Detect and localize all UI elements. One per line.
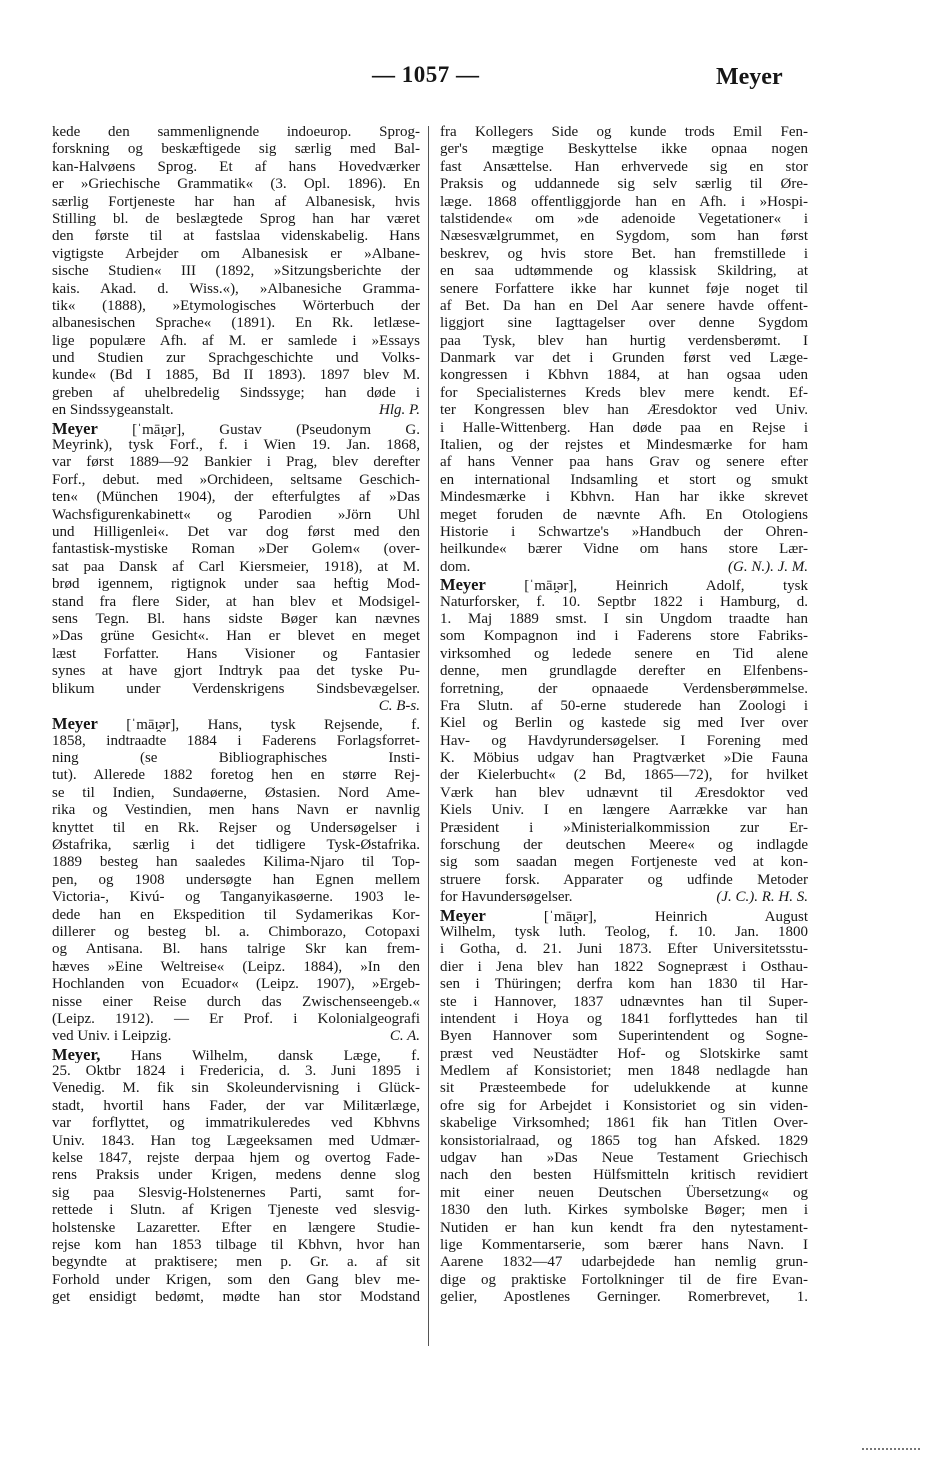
line-text: Fra Slutn. af 50-erne studerede han Zoologi i: [440, 697, 808, 714]
text-line: [52, 976, 420, 993]
text-line: [52, 1080, 420, 1097]
text-line: [440, 1202, 808, 1219]
line-text: Næsesvælgrummet, en Sygdom, som han først: [440, 228, 808, 245]
text-line: [52, 350, 420, 367]
text-line: [440, 994, 808, 1011]
line-text: intendent i Hoya og 1841 forflyttedes han til: [440, 1010, 808, 1027]
line-text: i Gotha, d. 21. Juni 1873. Efter Universitetsstu-: [440, 941, 808, 958]
line-text: 1889 besteg han saaledes Kilima-Njaro til Top-: [52, 854, 420, 871]
line-text: forschung der deutschen Meere« og indlagde: [440, 837, 808, 854]
author-signature: (J. C.). R. H. S.: [716, 889, 808, 906]
text-line: [440, 681, 808, 698]
text-line: [52, 837, 420, 854]
text-line: [52, 820, 420, 837]
line-text: stand fra flere Sider, at han blev et Modsigel-: [52, 593, 420, 610]
text-line: [52, 785, 420, 802]
text-line: [440, 489, 808, 506]
text-line: [52, 802, 420, 819]
line-text: meget foruden de nævnte Afh. En Otologiens: [440, 506, 808, 523]
text-line: [52, 994, 420, 1011]
line-text: und Hilligenlei«. Det var dog først med den: [52, 523, 420, 540]
line-text: en Sindssygeanstalt.: [52, 402, 174, 419]
line-text: sit Præsteembede for udelukkende at kunne: [440, 1080, 808, 1097]
text-line: [440, 628, 808, 645]
line-text: Stilling bl. de beslægtede Sprog han har været: [52, 210, 420, 227]
text-line: [52, 281, 420, 298]
line-text: 1830 den luth. Kirkes symbolske Bøger; men i: [440, 1202, 808, 1219]
text-line: [52, 1115, 420, 1132]
text-line: [440, 959, 808, 976]
line-text: kunde« (Bd I 1885, Bd II 1893). 1897 blev M.: [52, 367, 420, 384]
text-line: [440, 837, 808, 854]
text-line: [440, 350, 808, 367]
text-line: [440, 750, 808, 767]
line-text: dede han en Ekspedition til Sydamerikas Kor-: [52, 906, 420, 923]
line-text: Aarene 1832—47 udarbejdede han nemlig grun-: [440, 1254, 808, 1271]
text-line: [440, 472, 808, 489]
text-line: [52, 767, 420, 784]
text-line: [440, 1028, 808, 1045]
line-text: kede den sammenlignende indoeurop. Sprog-: [52, 124, 420, 140]
line-text: Wachsfigurenkabinett« og Parodien »Jörn Uhl: [52, 506, 420, 523]
line-text: Medlem af Konsistoriet; men 1848 nedlagde han: [440, 1063, 808, 1080]
line-text: greben af uhelbredelig Sindssyge; han døde i: [52, 384, 420, 401]
line-text: beskrev, og hvis store Bet. han fremstillede i: [440, 245, 808, 262]
line-text: 25. Oktbr 1824 i Fredericia, d. 3. Juni 1895 i: [52, 1063, 420, 1080]
line-text: der Kielerbucht« (2 Bd, 1865—72), for hvilket: [440, 767, 808, 784]
line-text: fra Kollegers Side og kunde trods Emil Fen-: [440, 124, 808, 140]
text-line: [440, 698, 808, 715]
text-line: [440, 907, 808, 924]
line-text: se til Indien, Sundaøerne, Østasien. Nord Ame-: [52, 784, 420, 801]
line-text: K. Möbius udgav han Pragtværket »Die Fauna: [440, 750, 808, 767]
text-line: [440, 733, 808, 750]
text-line: [440, 367, 808, 384]
line-text: pen, og 1908 undersøgte han Egnen mellem: [52, 871, 420, 888]
running-head: Meyer: [716, 64, 783, 90]
text-line: [440, 663, 808, 680]
line-text: Præsident i »Ministerialkommission zur Er-: [440, 819, 808, 836]
line-text: og Antisana. Bl. hans talrige Skr kan frem-: [52, 941, 420, 958]
text-line: [52, 907, 420, 924]
text-line: [52, 559, 420, 576]
entry-headword-line: Meyer, Hans Wilhelm, dansk Læge, f.: [52, 1045, 420, 1064]
left-column: [52, 124, 420, 1307]
line-text: præst ved Neustädter Hof- og Slotskirke samt: [440, 1045, 808, 1062]
line-text: konsistorialraad, og 1865 tog han Afsked. 1829: [440, 1132, 808, 1149]
text-line: [440, 454, 808, 471]
line-text: gelier, Apostlenes Gerninger. Romerbrevet, 1.: [440, 1289, 808, 1306]
text-line: [440, 924, 808, 941]
text-line: [52, 924, 420, 941]
line-text: vigtigste Arbejder om Albanesisk er »Albane-: [52, 245, 420, 262]
text-line: [52, 1011, 420, 1028]
text-line: [440, 246, 808, 263]
text-line: [52, 715, 420, 732]
text-line: [440, 176, 808, 193]
text-line: [440, 541, 808, 558]
text-line: [440, 298, 808, 315]
author-signature: (G. N.). J. M.: [728, 558, 808, 575]
line-text: ter Kongressen blev han Æresdoktor ved Univ.: [440, 402, 808, 419]
text-line: [52, 385, 420, 402]
text-line: [52, 1046, 420, 1063]
line-text: en saa udtømmende og klassisk Skildring, at: [440, 263, 808, 280]
author-signature: C. A.: [389, 1028, 420, 1045]
text-line: [440, 646, 808, 663]
line-text: læge. 1868 offentliggjorde han en Afh. i »Hospi-: [440, 193, 808, 210]
text-line: [440, 1080, 808, 1097]
line-text: tik« (1888), »Etymologisches Wörterbuch der: [52, 297, 420, 314]
text-line: [52, 698, 420, 715]
text-line: [440, 1272, 808, 1289]
text-line: [52, 941, 420, 958]
text-line: [52, 228, 420, 245]
line-text: den første til at fastslaa videnskabelig. Hans: [52, 228, 420, 245]
line-text: sische Studien« III (1892, »Sitzungsberichte der: [52, 263, 420, 280]
line-text: paa Tysk, blev han hurtig verdensberømt. I: [440, 332, 808, 349]
text-line: [440, 1150, 808, 1167]
entry-headword-line: Meyer [ˈmāɪ̯ər], Heinrich Adolf, tysk: [440, 576, 808, 594]
text-line: [52, 733, 420, 750]
line-text: kan-Halvøens Sprog. Et af hans Hovedværker: [52, 158, 420, 175]
text-line: [440, 1011, 808, 1028]
line-text: senere Forfattere ikke har kunnet føje noget til: [440, 280, 808, 297]
line-text: sen i Thüringen; derfra kom han 1830 til Har-: [440, 976, 808, 993]
text-line: [440, 941, 808, 958]
text-line: [440, 1167, 808, 1184]
text-line: [440, 802, 808, 819]
text-line: [440, 385, 808, 402]
text-line: [52, 420, 420, 437]
line-text: Nutiden er han kun kendt fra den nytestament-: [440, 1219, 808, 1236]
text-line: [440, 524, 808, 541]
text-line: [440, 611, 808, 628]
line-text: Værk han blev udnævnt til Æresdoktor ved: [440, 784, 808, 801]
line-text: begyndte at praktisere; men p. Gr. a. af sit: [52, 1254, 420, 1271]
line-text: (Leipz. 1912). — Er Prof. i Kolonialgeografi: [52, 1010, 420, 1027]
line-text: »Das grüne Gesicht«. Han er blevet en meget: [52, 628, 420, 645]
text-line: [440, 576, 808, 593]
text-line: [52, 959, 420, 976]
text-line: [52, 211, 420, 228]
text-line: [440, 420, 808, 437]
text-line: [440, 159, 808, 176]
entry-headword-line: Meyer [ˈmāɪ̯ər], Heinrich August: [440, 906, 808, 924]
text-line: [52, 489, 420, 506]
line-text: talstidende« om »de adenoide Vegetationer« i: [440, 210, 808, 227]
line-text: Naturforsker, f. 10. Septbr 1822 i Hamburg, d.: [440, 593, 808, 610]
line-text: fantastisk-mystiske Roman »Der Golem« (over-: [52, 541, 420, 558]
text-line: [440, 1220, 808, 1237]
page-number: — 1057 —: [372, 62, 480, 87]
text-line: [52, 646, 420, 663]
text-line: [52, 1254, 420, 1271]
text-line: [440, 437, 808, 454]
text-line: [52, 124, 420, 141]
text-line: [440, 315, 808, 332]
line-text: struere forsk. Apparater og udfinde Metoder: [440, 871, 808, 888]
line-text: Mindesmærke i Kbhvn. Han har ikke skrevet: [440, 489, 808, 506]
entry-headword-line: Meyer [ˈmāɪ̯ər], Gustav (Pseudonym G.: [52, 419, 420, 438]
line-text: rettede i Slutn. af Krigen Tjeneste ved slesvig-: [52, 1202, 420, 1219]
line-text: holstenske Lazaretter. Efter en længere Studie-: [52, 1219, 420, 1236]
entry-headword-line: Meyer [ˈmāɪ̯ər], Hans, tysk Rejsende, f.: [52, 715, 420, 733]
text-line: [52, 1220, 420, 1237]
text-line: [52, 854, 420, 871]
line-text: knyttet til en Rk. Rejser og Undersøgelser i: [52, 819, 420, 836]
line-text: denne, men grundlagde derefter en Elfenbens-: [440, 663, 808, 680]
line-text: ning (se Bibliographisches Insti-: [52, 750, 420, 767]
text-line: [440, 1185, 808, 1202]
text-line: [52, 1202, 420, 1219]
line-text: rejse kom han 1853 tilbage til Kbhvn, hvor han: [52, 1237, 420, 1253]
line-text: ste i Hannover, 1837 udnævntes han til Super-: [440, 993, 808, 1010]
text-line: [52, 1150, 420, 1167]
line-text: get ensidigt bedømt, mødte han stor Modstand: [52, 1289, 420, 1306]
line-text: Danmark var det i Grunden først ved Læge-: [440, 350, 808, 367]
text-line: [52, 1237, 420, 1254]
text-line: [52, 367, 420, 384]
line-text: ten« (München 1904), der efterfulgtes af »Das: [52, 489, 420, 506]
text-line: [52, 333, 420, 350]
line-text: dom.: [440, 558, 471, 575]
line-text: Forf., debut. med »Orchideen, seltsame Geschich-: [52, 471, 420, 488]
text-line: [52, 1289, 420, 1306]
line-text: Praksis og uddannede sig selv særlig til Øre-: [440, 176, 808, 193]
text-line: [440, 281, 808, 298]
text-line: [440, 820, 808, 837]
line-text: forretning, der opnaaede Verdensberømmelse.: [440, 680, 808, 697]
text-line: [440, 854, 808, 871]
line-text: lige Kommentarserie, som bærer hans Navn. I: [440, 1237, 808, 1253]
text-line: [52, 872, 420, 889]
right-column: [440, 124, 808, 1307]
text-line: [440, 1115, 808, 1132]
line-text: stadt, hvortil hans Fader, der var Militærlæge,: [52, 1097, 420, 1114]
line-text: dier i Jena blev han 1822 Sognepræst i Osthau-: [440, 958, 808, 975]
line-text: som Kompagnon ind i Faderens store Fabriks-: [440, 628, 808, 645]
line-text: albanesischen Sprache« (1891). En Rk. letlæse-: [52, 315, 420, 332]
line-text: sens Tegn. Bl. hans sidste Bøger kan nævnes: [52, 610, 420, 627]
text-line: [440, 594, 808, 611]
line-text: sig paa Slesvig-Holstenernes Parti, samt for-: [52, 1184, 420, 1201]
line-text: tut). Allerede 1882 foretog hen en større Rej-: [52, 767, 420, 784]
author-signature: C. B-s.: [378, 697, 420, 714]
text-line: [440, 889, 808, 906]
scan-mark: [862, 1448, 922, 1450]
line-text: kelse 1847, rejste derpaa hjem og overtog Fade-: [52, 1150, 420, 1167]
line-text: Univ. 1843. Han tog Lægeeksamen med Udmær-: [52, 1132, 420, 1149]
text-line: [52, 176, 420, 193]
line-text: for Havundersøgelser.: [440, 889, 573, 906]
line-text: und Studien zur Sprachgeschichte und Volks-: [52, 350, 420, 367]
line-text: af hans Venner paa hans Grav og senere efter: [440, 454, 808, 471]
line-text: kais. Akad. d. Wiss.«), »Albanesiche Gramma-: [52, 280, 420, 297]
line-text: Venedig. M. fik sin Skoleundervisning i Glück-: [52, 1080, 420, 1097]
text-line: [440, 507, 808, 524]
text-line: [440, 1254, 808, 1271]
text-line: [52, 507, 420, 524]
line-text: en international Indsamling et stort og smukt: [440, 471, 808, 488]
text-line: [52, 454, 420, 471]
text-line: [52, 1185, 420, 1202]
text-line: [52, 628, 420, 645]
text-line: [440, 785, 808, 802]
text-line: [440, 194, 808, 211]
line-text: hæves »Eine Weltreise« (Leipz. 1884), »In den: [52, 958, 420, 975]
text-line: [440, 141, 808, 158]
author-signature: Hlg. P.: [379, 402, 420, 419]
line-text: er »Griechische Grammatik« (3. Opl. 1896). En: [52, 176, 420, 193]
text-line: [52, 611, 420, 628]
text-line: [440, 263, 808, 280]
line-text: Hav- og Havdyrundersøgelser. I Forening med: [440, 732, 808, 749]
line-text: Kiels Univ. I en længere Aarrække var han: [440, 802, 808, 819]
text-line: [52, 246, 420, 263]
text-line: [52, 1133, 420, 1150]
text-line: [52, 263, 420, 280]
line-text: synes at have gjort Indtryk paa det tyske Pu-: [52, 663, 420, 680]
text-line: [440, 1289, 808, 1306]
line-text: dillerer og besteg bl. a. Chimborazo, Cotopaxi: [52, 923, 420, 940]
text-line: [440, 872, 808, 889]
text-line: [52, 576, 420, 593]
line-text: af Bet. Da han en Del Aar senere havde offent-: [440, 297, 808, 314]
line-text: i Halle-Wittenberg. Han døde paa en Rejse i: [440, 419, 808, 436]
text-line: [52, 750, 420, 767]
line-text: Østafrika, særlig i det tidligere Tysk-Østafrika.: [52, 837, 420, 854]
text-line: [52, 1167, 420, 1184]
line-text: Kiel og Berlin og kastede sig med Iver over: [440, 715, 808, 732]
text-line: [440, 1063, 808, 1080]
line-text: heilkunde« bærer Vidne om hans store Lær-: [440, 541, 808, 558]
line-text: 1. Maj 1889 smst. I sin Ungdom traadte han: [440, 610, 808, 627]
text-line: [52, 194, 420, 211]
line-text: Wilhelm, tysk luth. Teolog, f. 10. Jan. 1800: [440, 923, 808, 940]
text-line: [52, 437, 420, 454]
line-text: lige populære Afh. af M. er samlede i »Essays: [52, 332, 420, 349]
text-line: [440, 715, 808, 732]
text-line: [52, 889, 420, 906]
line-text: Historie i Schwartze's »Handbuch der Ohren-: [440, 523, 808, 540]
text-line: [52, 402, 420, 419]
line-text: Meyrink), tysk Forf., f. i Wien 19. Jan. 1868,: [52, 437, 420, 454]
text-line: [440, 1237, 808, 1254]
line-text: sig som saadan megen Fortjeneste ved at kon-: [440, 854, 808, 871]
text-line: [440, 1046, 808, 1063]
column-divider: [428, 126, 429, 1346]
line-text: virksomhed og ledede senere en Tid alene: [440, 645, 808, 662]
line-text: blikum under Verdenskrigens Sindsbevægelser.: [52, 680, 420, 697]
text-line: [440, 976, 808, 993]
line-text: brød igennem, rigtignok under saa heftig Mod-: [52, 576, 420, 593]
text-line: [52, 298, 420, 315]
line-text: nisse einer Reise durch das Zwischenseengeb.«: [52, 993, 420, 1010]
text-line: [52, 159, 420, 176]
line-text: dige og praktiske Fortolkninger til de fire Evan-: [440, 1271, 808, 1288]
text-line: [52, 594, 420, 611]
text-line: [52, 541, 420, 558]
text-line: [440, 402, 808, 419]
line-text: mit einer neuen Deutschen Übersetzung« og: [440, 1184, 808, 1201]
line-text: kongressen i Kbhvn 1884, at han ogsaa uden: [440, 367, 808, 384]
line-text: særlig Fortjeneste har han af Albanesisk, hvis: [52, 193, 420, 210]
line-text: nach den besten Hülfsmitteln kritisch revidiert: [440, 1167, 808, 1184]
text-line: [52, 141, 420, 158]
line-text: rika og Vestindien, men hans Navn er navnlig: [52, 802, 420, 819]
text-line: [52, 1098, 420, 1115]
line-text: rens Praksis under Krigen, medens denne slog: [52, 1167, 420, 1184]
line-text: Italien, og der rejstes et Mindesmærke for ham: [440, 437, 808, 454]
line-text: fast Ansættelse. Han erhvervede sig en stor: [440, 158, 808, 175]
line-text: ger's mægtige Beskyttelse ikke opnaa nogen: [440, 141, 808, 158]
text-line: [52, 1063, 420, 1080]
text-line: [440, 333, 808, 350]
text-line: [440, 559, 808, 576]
text-line: [52, 663, 420, 680]
line-text: var forflyttet, og immatrikuleredes ved Kbhvns: [52, 1115, 420, 1132]
line-text: liggjort sine Iagttagelser over denne Sygdom: [440, 315, 808, 332]
text-line: [440, 1133, 808, 1150]
text-line: [52, 681, 420, 698]
text-line: [440, 228, 808, 245]
line-text: 1858, indtraadte 1884 i Faderens Forlagsforret-: [52, 732, 420, 749]
line-text: Hochlanden von Ecuador« (Leipz. 1907), »Ergeb-: [52, 976, 420, 993]
text-line: [52, 1272, 420, 1289]
text-line: [52, 315, 420, 332]
line-text: ofre sig for Arbejdet i Konsistoriet og sin viden-: [440, 1097, 808, 1114]
line-text: Forhold under Krigen, som den Gang blev me-: [52, 1271, 420, 1288]
text-line: [440, 767, 808, 784]
text-line: [440, 211, 808, 228]
text-line: [440, 1098, 808, 1115]
line-text: læst Forfatter. Hans Visioner og Fantasier: [52, 645, 420, 662]
line-text: Byen Hannover som Superintendent og Sogne-: [440, 1028, 808, 1045]
line-text: Victoria-, Kivú- og Tanganyikasøerne. 1903 le-: [52, 889, 420, 906]
text-line: [52, 1028, 420, 1045]
line-text: udgav han »Das Neue Testament Griechisch: [440, 1150, 808, 1167]
text-line: [52, 524, 420, 541]
line-text: var først 1889—92 Bankier i Prag, blev derefter: [52, 454, 420, 471]
line-text: forskning og beskæftigede sig særlig med Bal-: [52, 141, 420, 158]
line-text: for Specialisternes Kreds blev mere kendt. Ef-: [440, 384, 808, 401]
text-line: [52, 472, 420, 489]
text-line: [440, 124, 808, 141]
line-text: ved Univ. i Leipzig.: [52, 1028, 172, 1045]
line-text: skabelige Virksomhed; 1861 fik han Titlen Over-: [440, 1115, 808, 1132]
line-text: sat paa Dansk af Carl Kiersmeier, 1918), at M.: [52, 558, 420, 575]
